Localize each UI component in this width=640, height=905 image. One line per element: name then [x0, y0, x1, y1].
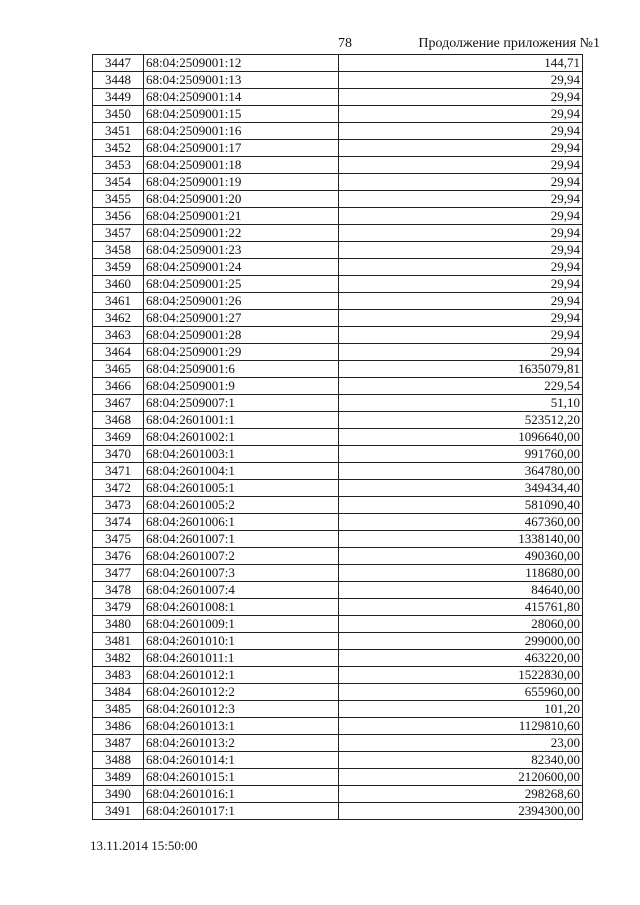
cadastral-value-cell: 1338140,00 — [339, 531, 583, 548]
row-number-cell: 3474 — [93, 514, 144, 531]
row-number-cell: 3449 — [93, 89, 144, 106]
cadastral-value-cell: 523512,20 — [339, 412, 583, 429]
cadastral-value-cell: 349434,40 — [339, 480, 583, 497]
cadastral-value-cell: 2394300,00 — [339, 803, 583, 820]
table-row — [93, 395, 583, 412]
table-row — [93, 701, 583, 718]
cadastral-number-cell: 68:04:2509001:16 — [144, 123, 339, 140]
cadastral-value-cell: 490360,00 — [339, 548, 583, 565]
table-row — [93, 735, 583, 752]
table-row — [93, 531, 583, 548]
cadastral-value-cell: 1635079,81 — [339, 361, 583, 378]
row-number-cell: 3482 — [93, 650, 144, 667]
cadastral-number-cell: 68:04:2601011:1 — [144, 650, 339, 667]
cadastral-number-cell: 68:04:2601013:2 — [144, 735, 339, 752]
row-number-cell: 3475 — [93, 531, 144, 548]
table-row — [93, 225, 583, 242]
table-row — [93, 378, 583, 395]
row-number-cell: 3488 — [93, 752, 144, 769]
cadastral-value-cell: 364780,00 — [339, 463, 583, 480]
table-row — [93, 259, 583, 276]
cadastral-value-cell: 29,94 — [339, 106, 583, 123]
table-row — [93, 786, 583, 803]
table-row — [93, 667, 583, 684]
row-number-cell: 3470 — [93, 446, 144, 463]
cadastral-value-cell: 29,94 — [339, 72, 583, 89]
row-number-cell: 3471 — [93, 463, 144, 480]
row-number-cell: 3480 — [93, 616, 144, 633]
table-row — [93, 752, 583, 769]
table-row — [93, 718, 583, 735]
row-number-cell: 3451 — [93, 123, 144, 140]
cadastral-value-cell: 655960,00 — [339, 684, 583, 701]
row-number-cell: 3477 — [93, 565, 144, 582]
cadastral-value-cell: 101,20 — [339, 701, 583, 718]
row-number-cell: 3487 — [93, 735, 144, 752]
cadastral-value-cell: 29,94 — [339, 310, 583, 327]
row-number-cell: 3478 — [93, 582, 144, 599]
row-number-cell: 3459 — [93, 259, 144, 276]
table-row — [93, 684, 583, 701]
row-number-cell: 3481 — [93, 633, 144, 650]
cadastral-value-cell: 51,10 — [339, 395, 583, 412]
row-number-cell: 3489 — [93, 769, 144, 786]
table-row — [93, 55, 583, 72]
cadastral-number-cell: 68:04:2601005:1 — [144, 480, 339, 497]
row-number-cell: 3491 — [93, 803, 144, 820]
cadastral-number-cell: 68:04:2601007:2 — [144, 548, 339, 565]
cadastral-number-cell: 68:04:2601008:1 — [144, 599, 339, 616]
row-number-cell: 3456 — [93, 208, 144, 225]
cadastral-value-cell: 298268,60 — [339, 786, 583, 803]
table-row — [93, 174, 583, 191]
cadastral-value-cell: 29,94 — [339, 191, 583, 208]
table-row — [93, 208, 583, 225]
table-row — [93, 803, 583, 820]
table-row — [93, 72, 583, 89]
row-number-cell: 3467 — [93, 395, 144, 412]
table-row — [93, 446, 583, 463]
cadastral-value-cell: 299000,00 — [339, 633, 583, 650]
row-number-cell: 3483 — [93, 667, 144, 684]
cadastral-number-cell: 68:04:2509001:15 — [144, 106, 339, 123]
cadastral-value-cell: 144,71 — [339, 55, 583, 72]
table-row — [93, 497, 583, 514]
row-number-cell: 3466 — [93, 378, 144, 395]
cadastral-value-cell: 463220,00 — [339, 650, 583, 667]
cadastral-value-cell: 1129810,60 — [339, 718, 583, 735]
table-row — [93, 480, 583, 497]
row-number-cell: 3453 — [93, 157, 144, 174]
table-row — [93, 293, 583, 310]
cadastral-number-cell: 68:04:2601016:1 — [144, 786, 339, 803]
row-number-cell: 3486 — [93, 718, 144, 735]
cadastral-number-cell: 68:04:2601006:1 — [144, 514, 339, 531]
cadastral-number-cell: 68:04:2509001:18 — [144, 157, 339, 174]
cadastral-number-cell: 68:04:2601001:1 — [144, 412, 339, 429]
cadastral-number-cell: 68:04:2601003:1 — [144, 446, 339, 463]
table-row — [93, 514, 583, 531]
cadastral-number-cell: 68:04:2601017:1 — [144, 803, 339, 820]
row-number-cell: 3473 — [93, 497, 144, 514]
cadastral-value-cell: 415761,80 — [339, 599, 583, 616]
footer-timestamp: 13.11.2014 15:50:00 — [90, 838, 198, 853]
cadastral-number-cell: 68:04:2601012:1 — [144, 667, 339, 684]
cadastral-value-cell: 29,94 — [339, 327, 583, 344]
table-row — [93, 344, 583, 361]
cadastral-value-cell: 29,94 — [339, 123, 583, 140]
cadastral-number-cell: 68:04:2509001:14 — [144, 89, 339, 106]
cadastral-number-cell: 68:04:2509001:9 — [144, 378, 339, 395]
cadastral-value-cell: 581090,40 — [339, 497, 583, 514]
cadastral-number-cell: 68:04:2601005:2 — [144, 497, 339, 514]
table-row — [93, 548, 583, 565]
cadastral-number-cell: 68:04:2601007:3 — [144, 565, 339, 582]
table-row — [93, 191, 583, 208]
table-row — [93, 412, 583, 429]
cadastral-value-cell: 29,94 — [339, 140, 583, 157]
cadastral-number-cell: 68:04:2509001:13 — [144, 72, 339, 89]
table-row — [93, 429, 583, 446]
cadastral-number-cell: 68:04:2509001:25 — [144, 276, 339, 293]
row-number-cell: 3479 — [93, 599, 144, 616]
cadastral-value-cell: 28060,00 — [339, 616, 583, 633]
row-number-cell: 3490 — [93, 786, 144, 803]
row-number-cell: 3454 — [93, 174, 144, 191]
table-row — [93, 633, 583, 650]
cadastral-value-cell: 2120600,00 — [339, 769, 583, 786]
cadastral-number-cell: 68:04:2509001:22 — [144, 225, 339, 242]
cadastral-number-cell: 68:04:2509001:21 — [144, 208, 339, 225]
cadastral-number-cell: 68:04:2509001:12 — [144, 55, 339, 72]
cadastral-number-cell: 68:04:2509007:1 — [144, 395, 339, 412]
cadastral-number-cell: 68:04:2509001:17 — [144, 140, 339, 157]
row-number-cell: 3448 — [93, 72, 144, 89]
row-number-cell: 3465 — [93, 361, 144, 378]
table-row — [93, 599, 583, 616]
cadastral-number-cell: 68:04:2509001:6 — [144, 361, 339, 378]
cadastral-number-cell: 68:04:2509001:27 — [144, 310, 339, 327]
table-row — [93, 140, 583, 157]
cadastral-value-cell: 29,94 — [339, 344, 583, 361]
cadastral-number-cell: 68:04:2601009:1 — [144, 616, 339, 633]
table-row — [93, 276, 583, 293]
row-number-cell: 3457 — [93, 225, 144, 242]
table-body — [93, 55, 583, 820]
cadastral-value-cell: 29,94 — [339, 208, 583, 225]
cadastral-value-cell: 29,94 — [339, 293, 583, 310]
cadastral-value-cell: 29,94 — [339, 225, 583, 242]
cadastral-value-cell: 82340,00 — [339, 752, 583, 769]
cadastral-number-cell: 68:04:2509001:23 — [144, 242, 339, 259]
row-number-cell: 3455 — [93, 191, 144, 208]
cadastral-number-cell: 68:04:2601015:1 — [144, 769, 339, 786]
row-number-cell: 3447 — [93, 55, 144, 72]
row-number-cell: 3485 — [93, 701, 144, 718]
cadastral-value-cell: 229,54 — [339, 378, 583, 395]
table-row — [93, 123, 583, 140]
cadastral-value-table — [92, 54, 583, 820]
cadastral-value-cell: 29,94 — [339, 174, 583, 191]
row-number-cell: 3484 — [93, 684, 144, 701]
cadastral-number-cell: 68:04:2509001:19 — [144, 174, 339, 191]
table-row — [93, 565, 583, 582]
cadastral-value-cell: 991760,00 — [339, 446, 583, 463]
table-row — [93, 310, 583, 327]
row-number-cell: 3458 — [93, 242, 144, 259]
cadastral-value-cell: 29,94 — [339, 276, 583, 293]
cadastral-number-cell: 68:04:2601007:4 — [144, 582, 339, 599]
cadastral-number-cell: 68:04:2509001:28 — [144, 327, 339, 344]
cadastral-number-cell: 68:04:2601007:1 — [144, 531, 339, 548]
table-row — [93, 582, 583, 599]
cadastral-number-cell: 68:04:2601012:2 — [144, 684, 339, 701]
cadastral-value-cell: 84640,00 — [339, 582, 583, 599]
row-number-cell: 3469 — [93, 429, 144, 446]
table-row — [93, 650, 583, 667]
cadastral-value-cell: 29,94 — [339, 157, 583, 174]
row-number-cell: 3476 — [93, 548, 144, 565]
page-number: 78 — [338, 36, 352, 51]
appendix-caption: Продолжение приложения №1 — [418, 36, 600, 51]
row-number-cell: 3450 — [93, 106, 144, 123]
cadastral-value-cell: 23,00 — [339, 735, 583, 752]
cadastral-number-cell: 68:04:2601014:1 — [144, 752, 339, 769]
table-row — [93, 89, 583, 106]
table-row — [93, 463, 583, 480]
row-number-cell: 3452 — [93, 140, 144, 157]
table-row — [93, 616, 583, 633]
cadastral-value-cell: 467360,00 — [339, 514, 583, 531]
cadastral-number-cell: 68:04:2601013:1 — [144, 718, 339, 735]
table-row — [93, 327, 583, 344]
cadastral-value-cell: 1096640,00 — [339, 429, 583, 446]
row-number-cell: 3463 — [93, 327, 144, 344]
row-number-cell: 3468 — [93, 412, 144, 429]
cadastral-number-cell: 68:04:2509001:20 — [144, 191, 339, 208]
table-row — [93, 769, 583, 786]
row-number-cell: 3462 — [93, 310, 144, 327]
cadastral-value-cell: 29,94 — [339, 259, 583, 276]
table-row — [93, 361, 583, 378]
cadastral-number-cell: 68:04:2509001:26 — [144, 293, 339, 310]
cadastral-number-cell: 68:04:2509001:24 — [144, 259, 339, 276]
cadastral-value-cell: 29,94 — [339, 242, 583, 259]
cadastral-number-cell: 68:04:2601002:1 — [144, 429, 339, 446]
cadastral-value-cell: 118680,00 — [339, 565, 583, 582]
row-number-cell: 3472 — [93, 480, 144, 497]
table-row — [93, 242, 583, 259]
table-row — [93, 106, 583, 123]
cadastral-number-cell: 68:04:2601010:1 — [144, 633, 339, 650]
cadastral-value-cell: 29,94 — [339, 89, 583, 106]
cadastral-number-cell: 68:04:2601012:3 — [144, 701, 339, 718]
row-number-cell: 3464 — [93, 344, 144, 361]
cadastral-number-cell: 68:04:2509001:29 — [144, 344, 339, 361]
table-row — [93, 157, 583, 174]
row-number-cell: 3460 — [93, 276, 144, 293]
row-number-cell: 3461 — [93, 293, 144, 310]
cadastral-number-cell: 68:04:2601004:1 — [144, 463, 339, 480]
cadastral-value-cell: 1522830,00 — [339, 667, 583, 684]
